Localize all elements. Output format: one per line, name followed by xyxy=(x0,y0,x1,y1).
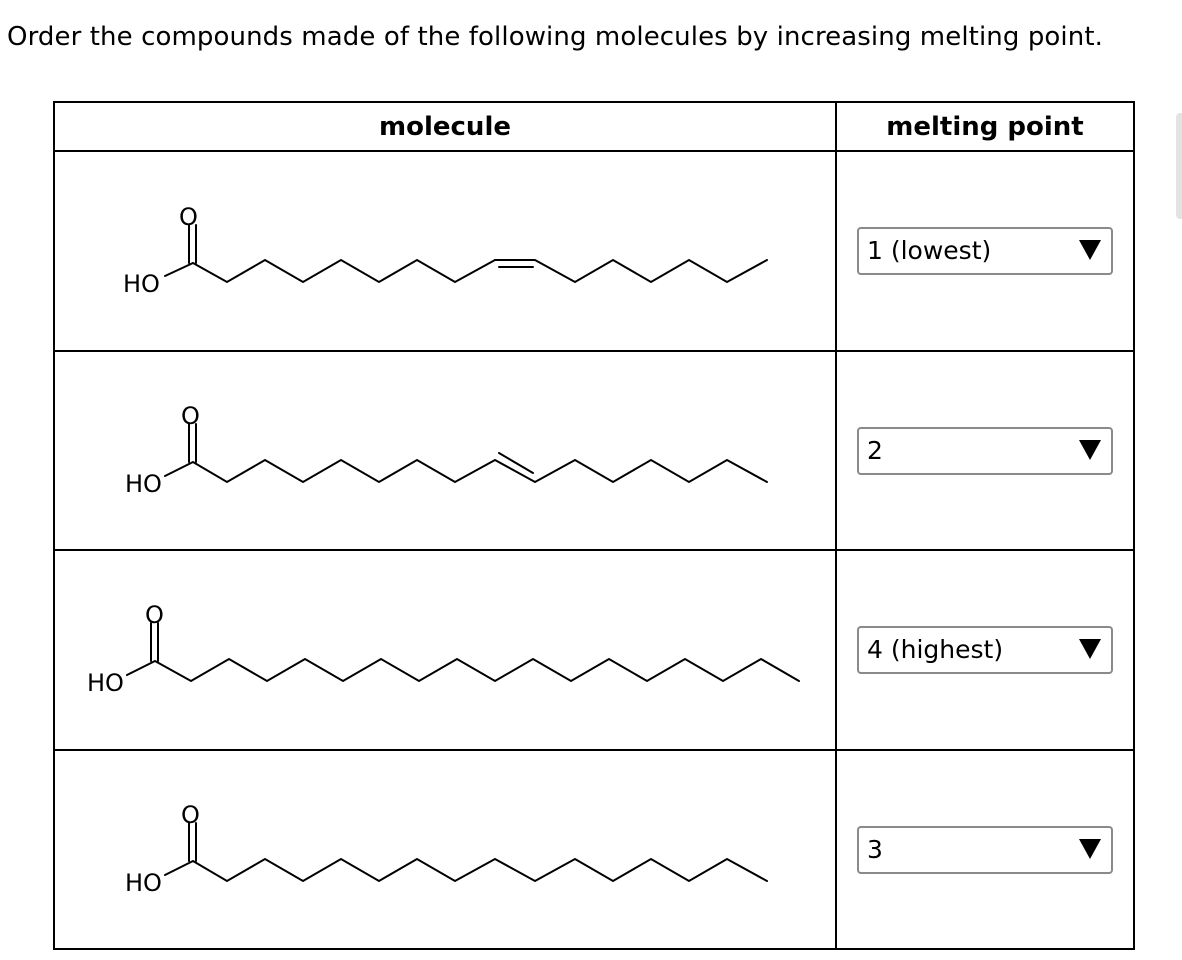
oxygen-label: O xyxy=(145,601,164,629)
melting-point-cell-3 xyxy=(837,551,1133,749)
triangle-down-icon xyxy=(1079,639,1101,659)
melting-point-select-2[interactable] xyxy=(857,427,1113,475)
oxygen-label: O xyxy=(181,801,200,829)
triangle-down-icon xyxy=(1079,240,1101,260)
select-value: 3 xyxy=(867,835,883,864)
answer-table xyxy=(53,101,1135,950)
select-value: 1 (lowest) xyxy=(867,236,992,265)
question-text: Order the compounds made of the following molecules by increasing melting point. xyxy=(7,22,1103,52)
select-value: 2 xyxy=(867,436,883,465)
molecule-3 xyxy=(55,551,835,749)
molecule-2-structure xyxy=(55,352,835,550)
side-panel-tab[interactable] xyxy=(1176,113,1182,219)
molecule-1-structure xyxy=(55,152,835,350)
select-value: 4 (highest) xyxy=(867,635,1004,664)
melting-point-select-3[interactable] xyxy=(857,626,1113,674)
hydroxyl-label: HO xyxy=(125,470,162,498)
melting-point-cell-4 xyxy=(837,751,1133,949)
hydroxyl-label: HO xyxy=(87,669,124,697)
molecule-3-structure xyxy=(55,551,835,749)
oxygen-label: O xyxy=(179,203,198,231)
triangle-down-icon xyxy=(1079,440,1101,460)
header-melting-point: melting point xyxy=(886,112,1084,142)
molecule-2 xyxy=(55,352,835,550)
oxygen-label: O xyxy=(181,402,200,430)
molecule-4 xyxy=(55,751,835,949)
melting-point-cell-2 xyxy=(837,352,1133,550)
molecule-4-structure xyxy=(55,751,835,949)
melting-point-cell-1 xyxy=(837,152,1133,350)
header-molecule: molecule xyxy=(379,112,511,142)
hydroxyl-label: HO xyxy=(125,869,162,897)
melting-point-select-4[interactable] xyxy=(857,826,1113,874)
molecule-1 xyxy=(55,152,835,350)
hydroxyl-label: HO xyxy=(123,270,160,298)
triangle-down-icon xyxy=(1079,839,1101,859)
melting-point-select-1[interactable] xyxy=(857,227,1113,275)
